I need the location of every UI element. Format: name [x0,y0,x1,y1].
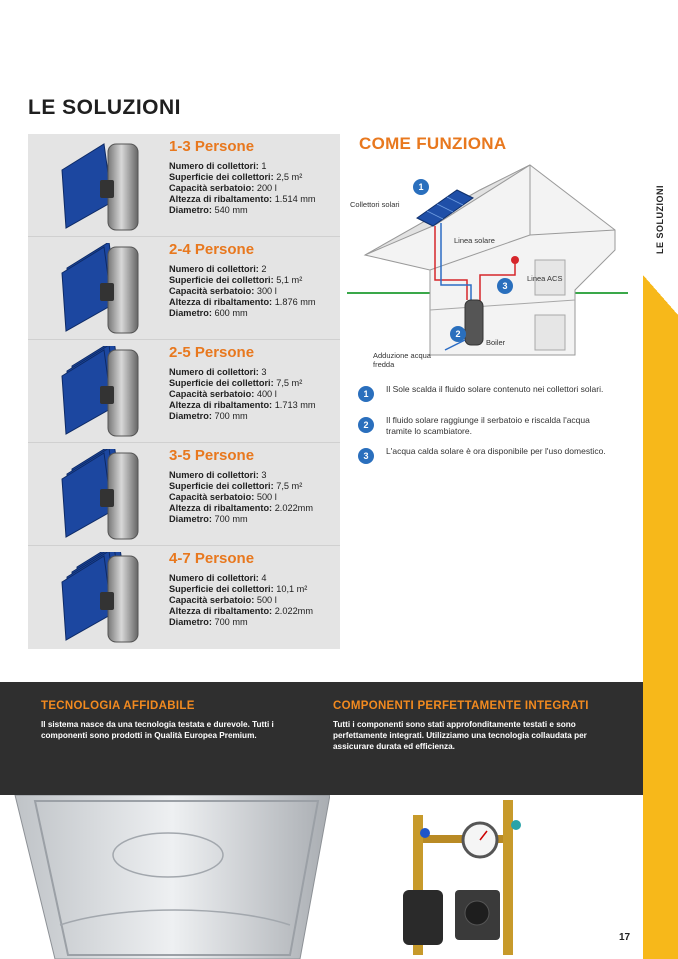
spec-value: 7,5 m² [276,481,303,491]
spec-label: Altezza di ribaltamento: [169,606,273,616]
product-title: 1-3 Persone [169,138,255,155]
spec-label: Capacità serbatoio: [169,389,255,399]
product-info [169,344,339,422]
step-number-badge: 2 [358,417,374,433]
step-number-badge: 1 [358,386,374,402]
spec-value: 10,1 m² [276,584,308,594]
spec-value: 3 [261,367,267,377]
spec-line [169,481,339,492]
spec-line [169,411,339,422]
spec-line [169,573,339,584]
spec-value: 2.022mm [274,503,313,513]
step-text: Il fluido solare raggiunge il serbatoio e riscalda l'acqua tramite lo scambiatore. [386,415,590,436]
spec-label: Numero di collettori: [169,573,259,583]
spec-label: Capacità serbatoio: [169,286,255,296]
spec-value: 700 mm [214,617,248,627]
step-text: L'acqua calda solare è ora disponibile per l'uso domestico. [386,446,606,456]
spec-value: 1.514 mm [274,194,316,204]
how-it-works-title: COME FUNZIONA [359,134,507,153]
spec-label: Superficie dei collettori: [169,275,274,285]
side-tab-corner [643,275,678,315]
spec-value: 540 mm [214,205,248,215]
label-solar-line: Linea solare [454,236,495,245]
spec-value: 2.022mm [274,606,313,616]
feature-title: TECNOLOGIA AFFIDABILE [41,700,195,712]
side-section-label: LE SOLUZIONI [655,185,665,255]
product-info [169,241,339,319]
product-title: 2-5 Persone [169,344,255,361]
collector-image [0,795,330,959]
product-row [28,237,340,340]
pump-station-photo [385,795,550,959]
label-boiler: Boiler [486,338,506,347]
spec-line [169,275,339,286]
spec-line [169,297,339,308]
feature-text: Tutti i componenti sono stati approfonditamente testati e sono perfettamente integrati. Utilizziamo una tecnologia collaudata per assicurare durata ed efficienza. [333,720,587,751]
diagram-marker-2-text: 2 [455,329,461,339]
product-image [52,243,162,335]
spec-line [169,194,339,205]
spec-line [169,183,339,194]
spec-line [169,389,339,400]
product-image [52,346,162,438]
spec-value: 300 l [256,286,277,296]
product-title: 4-7 Persone [169,550,255,567]
product-list [28,134,340,649]
diagram-marker-3-text: 3 [502,281,508,291]
spec-line [169,503,339,514]
product-info [169,138,339,216]
spec-value: 7,5 m² [276,378,303,388]
house-body [365,165,615,355]
spec-label: Diametro: [169,514,212,524]
spec-value: 4 [261,573,267,583]
feature-title: COMPONENTI PERFETTAMENTE INTEGRATI [333,700,589,712]
label-acs-line: Linea ACS [527,274,563,283]
spec-line [169,617,339,628]
spec-label: Diametro: [169,617,212,627]
product-row [28,546,340,649]
spec-label: Capacità serbatoio: [169,183,255,193]
step-item [358,446,618,468]
step-text: Il Sole scalda il fluido solare contenuto nei collettori solari. [386,384,604,394]
page-number: 17 [619,932,631,943]
spec-line [169,584,339,595]
steps-list [358,384,618,477]
spec-line [169,286,339,297]
spec-line [169,161,339,172]
spec-label: Altezza di ribaltamento: [169,297,273,307]
step-item [358,415,618,437]
spec-line [169,400,339,411]
spec-line [169,606,339,617]
spec-line [169,172,339,183]
spec-label: Diametro: [169,411,212,421]
step-item [358,384,618,406]
spec-value: 2,5 m² [276,172,303,182]
spec-line [169,470,339,481]
spec-label: Diametro: [169,205,212,215]
pump-icon [403,890,443,945]
spec-label: Numero di collettori: [169,470,259,480]
product-title: 2-4 Persone [169,241,255,258]
spec-line [169,378,339,389]
feature-integrated [333,700,603,752]
spec-label: Numero di collettori: [169,161,259,171]
spec-value: 2 [261,264,267,274]
spec-label: Superficie dei collettori: [169,481,274,491]
spec-label: Superficie dei collettori: [169,378,274,388]
product-row [28,134,340,237]
product-info [169,447,339,525]
spec-line [169,308,339,319]
spec-value: 1 [261,161,267,171]
spec-value: 500 l [256,492,277,502]
spec-value: 5,1 m² [276,275,303,285]
spec-label: Altezza di ribaltamento: [169,503,273,513]
spec-label: Diametro: [169,308,212,318]
feature-text: Il sistema nasce da una tecnologia testata e durevole. Tutti i componenti sono prodotti in Qualità Europea Premium. [41,720,274,740]
spec-line [169,264,339,275]
features-band [0,682,643,795]
product-info [169,550,339,628]
spec-value: 700 mm [214,411,248,421]
product-image [52,449,162,541]
spec-label: Numero di collettori: [169,264,259,274]
product-title: 3-5 Persone [169,447,255,464]
spec-value: 1.713 mm [274,400,316,410]
house-diagram [345,160,635,375]
product-row [28,340,340,443]
spec-line [169,367,339,378]
spec-value: 700 mm [214,514,248,524]
spec-label: Capacità serbatoio: [169,492,255,502]
spec-value: 400 l [256,389,277,399]
step-number-badge: 3 [358,448,374,464]
label-collectors: Collettori solari [350,200,400,209]
spec-label: Altezza di ribaltamento: [169,400,273,410]
pump-station-image [385,795,550,959]
collector-photo [0,795,330,959]
spec-line [169,595,339,606]
spec-line [169,205,339,216]
spec-line [169,492,339,503]
page-title: LE SOLUZIONI [28,96,181,119]
product-image [52,140,162,232]
spec-value: 600 mm [214,308,248,318]
spec-label: Capacità serbatoio: [169,595,255,605]
spec-value: 3 [261,470,267,480]
spec-line [169,514,339,525]
spec-label: Superficie dei collettori: [169,172,274,182]
window [535,315,565,350]
label-cold-water: Adduzione acqua fredda [373,351,431,369]
product-image [52,552,162,644]
spec-label: Superficie dei collettori: [169,584,274,594]
shower-icon [511,256,519,264]
product-row [28,443,340,546]
feature-reliable [41,700,306,741]
spec-label: Numero di collettori: [169,367,259,377]
spec-value: 1.876 mm [274,297,316,307]
boiler-tank [465,300,483,345]
spec-label: Altezza di ribaltamento: [169,194,273,204]
spec-value: 500 l [256,595,277,605]
diagram-marker-1-text: 1 [418,182,424,192]
spec-value: 200 l [256,183,277,193]
